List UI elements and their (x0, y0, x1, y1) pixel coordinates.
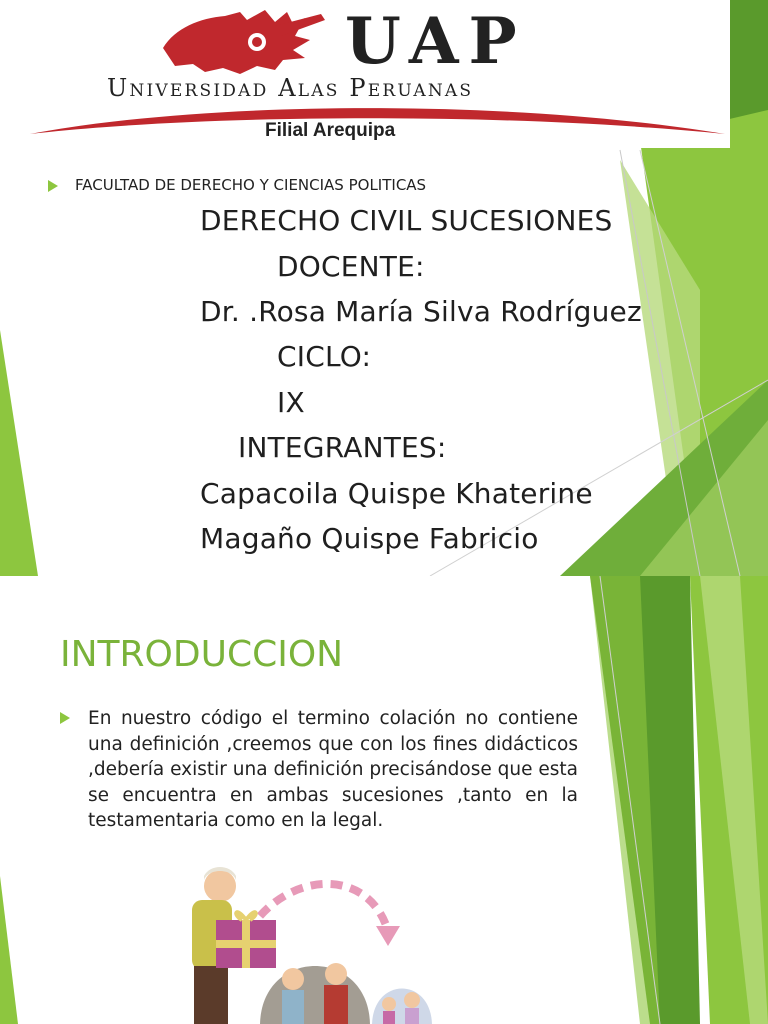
members-label: INTEGRANTES: (238, 431, 447, 464)
uap-logo (25, 6, 730, 148)
teacher-label: DOCENTE: (277, 250, 425, 283)
slide-title: INTRODUCCION (60, 634, 344, 675)
faculty-name: FACULTAD DE DERECHO Y CIENCIAS POLITICAS (75, 176, 427, 194)
teacher-name: Dr. .Rosa María Silva Rodríguez (200, 295, 642, 328)
university-name: Universidad Alas Peruanas (107, 74, 474, 102)
cycle-label: CICLO: (277, 340, 372, 373)
member-name: Magaño Quispe Fabricio (200, 522, 539, 555)
member-name: Capacoila Quispe Khaterine (200, 477, 593, 510)
brand-text: UAP (345, 4, 527, 79)
bullet-icon (48, 180, 58, 192)
branch-name: Filial Arequipa (265, 120, 396, 141)
introduction-slide (0, 576, 768, 1024)
course-name: DERECHO CIVIL SUCESIONES (200, 204, 613, 237)
cycle-value: IX (277, 386, 305, 419)
bullet-icon (60, 712, 70, 724)
grandfather-gift-family-illustration-icon (150, 866, 450, 1024)
intro-paragraph: En nuestro código el termino colación no contiene una definición ,creemos que con los fines didácticos ,debería existir una definición precisándose que esta se encuentra en ambas sucesiones ,tanto en la testamentaria como en la legal. (88, 708, 578, 831)
